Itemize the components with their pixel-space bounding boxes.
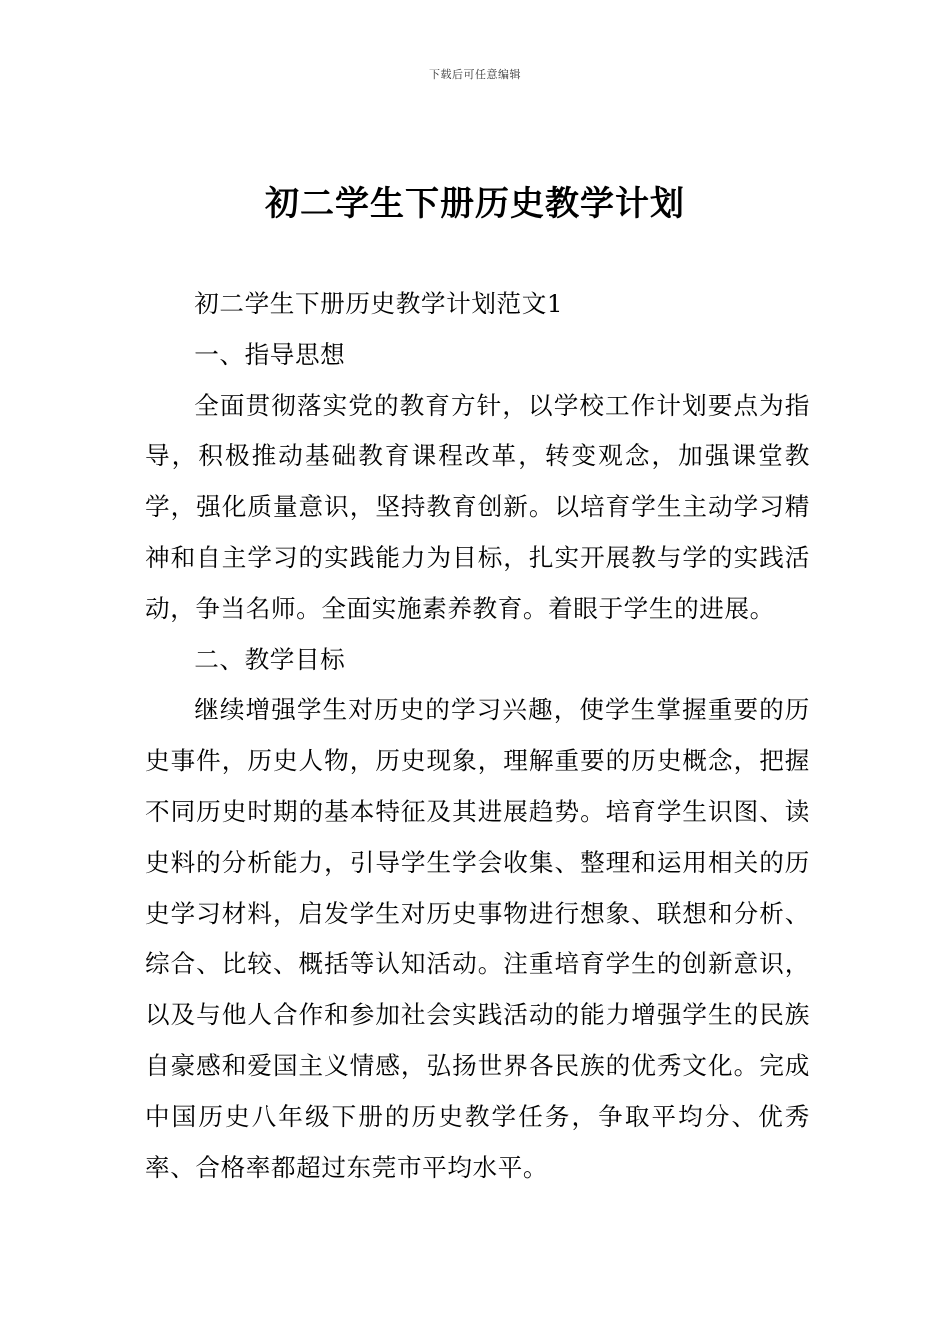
paragraph-teaching-goals: 继续增强学生对历史的学习兴趣，使学生掌握重要的历史事件，历史人物，历史现象，理解重要的历史概念，把握不同历史时期的基本特征及其进展趋势。培育学生识图、读史料的分析能力，引导学生学会收集、整理和运用相关的历史学习材料，启发学生对历史事物进行想象、联想和分析、综合、比较、概括等认知活动。注重培育学生的创新意识，以及与他人合作和参加社会实践活动的能力增强学生的民族自豪感和爱国主义情感，弘扬世界各民族的优秀文化。完成中国历史八年级下册的历史教学任务，争取平均分、优秀率、合格率都超过东莞市平均水平。 — [145, 695, 810, 1182]
document-body — [145, 279, 810, 1193]
section-heading-teaching-goals: 二、教学目标 — [194, 644, 346, 674]
paragraph-guiding-thought: 全面贯彻落实党的教育方针，以学校工作计划要点为指导，积极推动基础教育课程改革，转变观念，加强课堂教学，强化质量意识，坚持教育创新。以培育学生主动学习精神和自主学习的实践能力为目标，扎实开展教与学的实践活动，争当名师。全面实施素养教育。着眼于学生的进展。 — [145, 390, 810, 623]
section-heading-guiding-thought: 一、指导思想 — [194, 339, 346, 369]
paragraph-subtitle: 初二学生下册历史教学计划范文1 — [194, 289, 564, 318]
document-title: 初二学生下册历史教学计划 — [265, 184, 685, 224]
header-note: 下载后可任意编辑 — [429, 68, 521, 81]
